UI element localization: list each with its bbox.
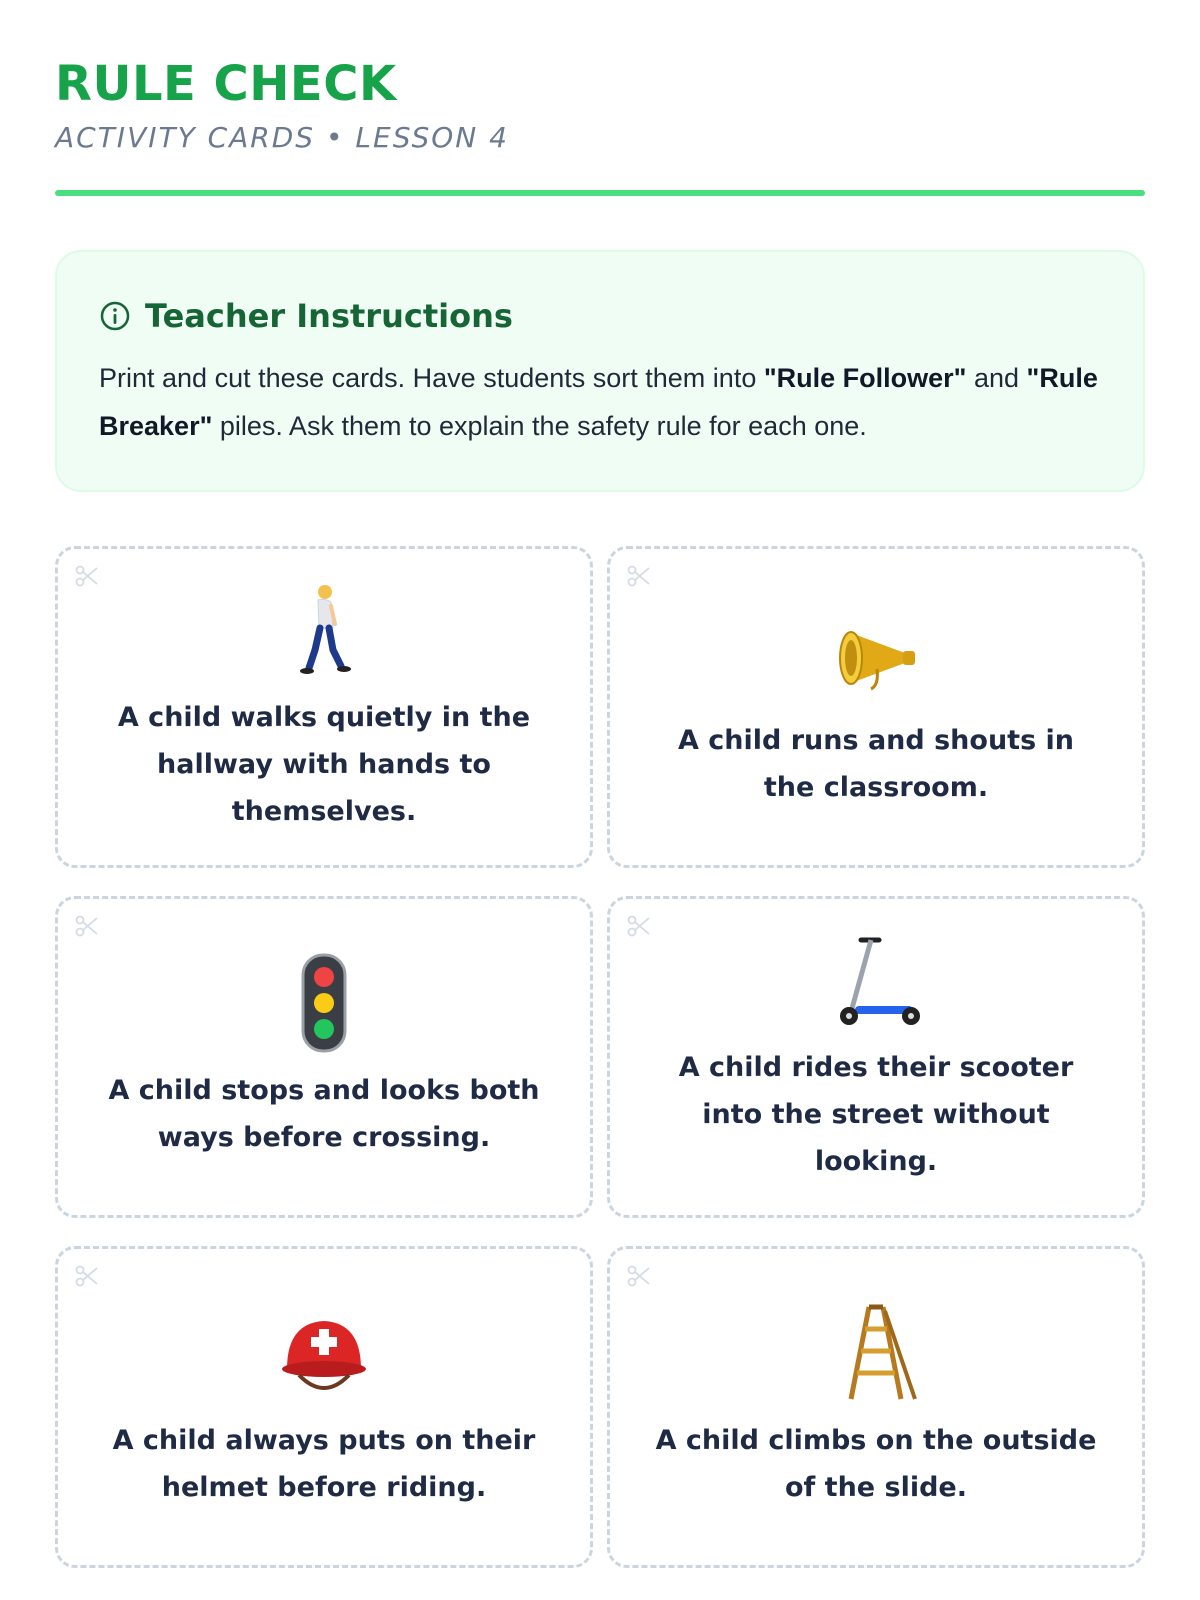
activity-card[interactable]: [55, 896, 593, 1218]
page-title: RULE CHECK: [55, 56, 397, 112]
header-divider: [55, 190, 1145, 196]
info-icon: [99, 300, 131, 332]
traffic-light-icon: [269, 953, 379, 1053]
card-text: A child always puts on their helmet before riding.: [112, 1425, 536, 1503]
instructions-text: [99, 354, 1101, 450]
card-text: A child runs and shouts in the classroom.: [677, 725, 1075, 803]
card-text: A child rides their scooter into the street without looking.: [678, 1051, 1074, 1177]
activity-card[interactable]: [55, 546, 593, 868]
activity-card[interactable]: [607, 896, 1145, 1218]
megaphone-icon: [821, 603, 931, 703]
card-text: A child climbs on the outside of the slide.: [655, 1425, 1097, 1503]
rule-follower-pile-label: "Rule Follower": [763, 363, 967, 393]
card-text: A child stops and looks both ways before crossing.: [108, 1075, 540, 1153]
activity-card[interactable]: [607, 1246, 1145, 1568]
scissors-icon: [74, 563, 100, 589]
instructions-text-part: and: [966, 363, 1027, 393]
scissors-icon: [74, 913, 100, 939]
page-subtitle: ACTIVITY CARDS • LESSON 4: [55, 121, 509, 154]
activity-cards-grid: [55, 546, 1145, 1568]
scissors-icon: [74, 1263, 100, 1289]
scissors-icon: [626, 913, 652, 939]
instructions-title: Teacher Instructions: [145, 297, 513, 335]
ladder-icon: [821, 1303, 931, 1403]
instructions-heading: [99, 296, 1101, 336]
person-walking-icon: [269, 580, 379, 680]
rule-breaker-pile-label: "Rule Breaker": [99, 363, 1098, 441]
scissors-icon: [626, 563, 652, 589]
card-text: A child walks quietly in the hallway with hands to themselves.: [117, 701, 531, 827]
activity-card[interactable]: [55, 1246, 593, 1568]
instructions-text-part: piles. Ask them to explain the safety rule for each one.: [212, 411, 867, 441]
instructions-text-part: Print and cut these cards. Have students sort them into: [99, 363, 764, 393]
helmet-icon: [269, 1303, 379, 1403]
scissors-icon: [626, 1263, 652, 1289]
activity-card[interactable]: [607, 546, 1145, 868]
teacher-instructions-panel: [55, 250, 1145, 492]
scooter-icon: [821, 930, 931, 1030]
page-header: [55, 0, 1145, 196]
